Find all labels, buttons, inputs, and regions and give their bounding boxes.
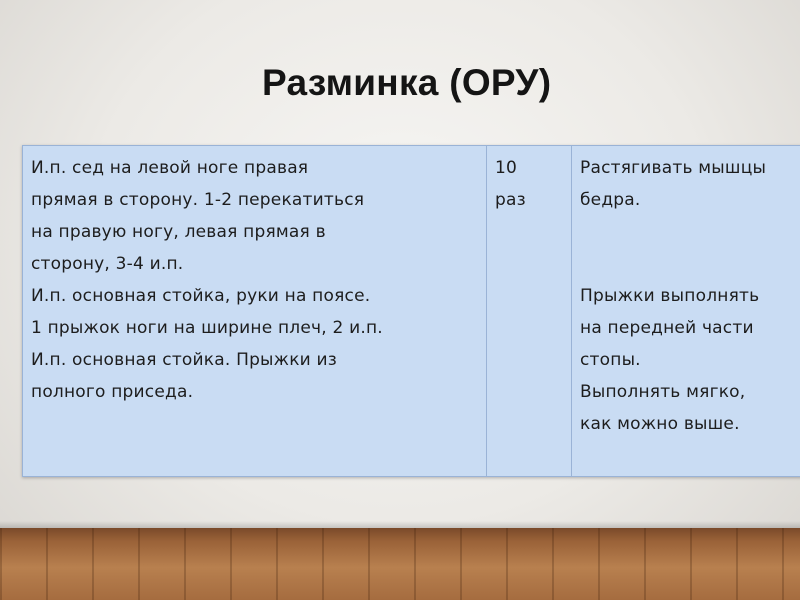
slide-title: Разминка (ОРУ) — [262, 62, 552, 103]
notes-line: Выполнять мягко, — [580, 382, 746, 402]
notes-line: Растягивать мышцы — [580, 158, 767, 178]
description-line: И.п. основная стойка, руки на поясе. — [31, 286, 371, 306]
notes-line: Прыжки выполнять — [580, 286, 760, 306]
notes-line: бедра. — [580, 190, 641, 210]
description-line: 1 прыжок ноги на ширине плеч, 2 и.п. — [31, 318, 383, 338]
description-line: И.п. сед на левой ноге правая — [31, 158, 309, 178]
dosage-cell — [487, 146, 572, 477]
dosage-line: 10 — [495, 158, 518, 178]
description-line: И.п. основная стойка. Прыжки из — [31, 350, 337, 370]
description-line: прямая в сторону. 1-2 перекатиться — [31, 190, 365, 210]
table-row — [23, 146, 800, 477]
dosage-line: раз — [495, 190, 526, 210]
exercise-table — [22, 145, 800, 477]
exercise-description-cell — [23, 146, 487, 477]
notes-cell — [572, 146, 800, 477]
notes-line: стопы. — [580, 350, 641, 370]
description-line: на правую ногу, левая прямая в — [31, 222, 326, 242]
notes-line: на передней части — [580, 318, 754, 338]
notes-spacer — [580, 216, 800, 280]
notes-line: как можно выше. — [580, 414, 740, 434]
description-line: полного приседа. — [31, 382, 194, 402]
wooden-floor-decoration — [0, 528, 800, 600]
description-line: сторону, 3-4 и.п. — [31, 254, 184, 274]
